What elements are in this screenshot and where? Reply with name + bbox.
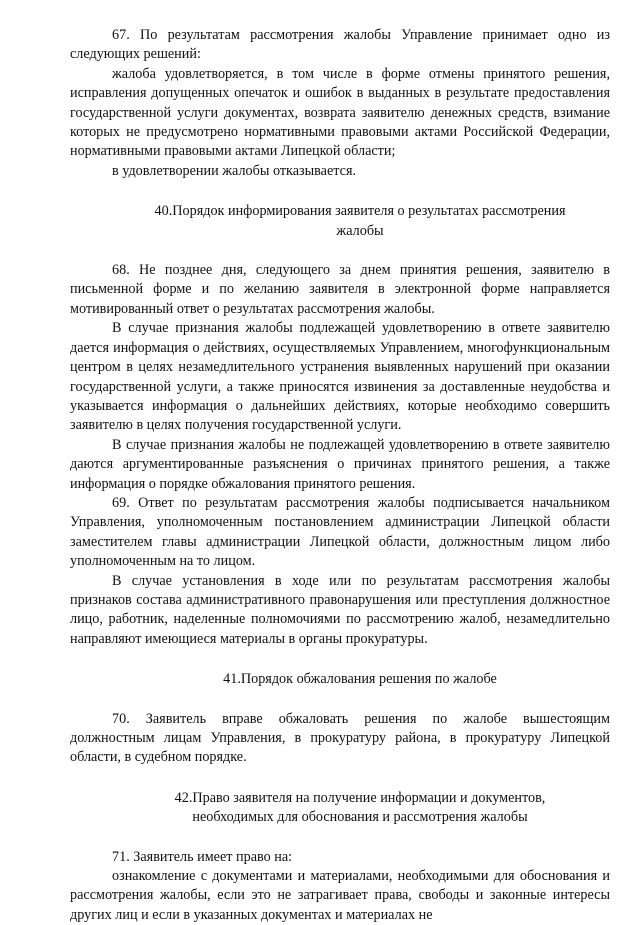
paragraph-68-not-satisfied: В случае признания жалобы не подлежащей удовлетворению в ответе заявителю даются аргументированные разъяснения о причинах принятого решения, а также информация о порядке обжалования принятого решения. <box>70 436 610 492</box>
section-heading-41-line-1: 41.Порядок обжалования решения по жалобе <box>223 671 497 688</box>
section-heading-40-line-1: 40.Порядок информирования заявителя о результатах рассмотрения <box>154 203 566 220</box>
paragraph-69: 69. Ответ по результатам рассмотрения жалобы подписывается начальником Управления, уполномоченным постановлением администрации Липецкой области заместителем главы администрации Липецкой области, должностным лицом либо уполномоченным на то лицом. <box>70 494 610 570</box>
section-heading-41 <box>70 670 610 689</box>
paragraph-71-familiarization: ознакомление с документами и материалами, необходимыми для обоснования и рассмотрения жалобы, если это не затрагивает права, свободы и законные интересы других лиц и если в указанных документах и материалах не <box>70 868 610 923</box>
paragraph-70: 70. Заявитель вправе обжаловать решения по жалобе вышестоящим должностным лицам Управления, в прокуратуру района, в прокуратуру Липецкой области, в судебном порядке. <box>70 710 610 766</box>
paragraph-68: 68. Не позднее дня, следующего за днем принятия решения, заявителю в письменной форме и по желанию заявителя в электронной форме направляется мотивированный ответ о результатах рассмотрения жалобы. <box>70 262 610 317</box>
section-heading-40-line-2: жалобы <box>336 222 384 239</box>
paragraph-69-violations: В случае установления в ходе или по результатам рассмотрения жалобы признаков состава административного правонарушения или преступления должностное лицо, работник, наделенные полномочиями по рассмотрению жалоб, незамедлительно направляют имеющиеся материалы в органы прокуратуры. <box>70 572 610 647</box>
section-heading-42 <box>70 789 610 828</box>
section-heading-42-line-1: 42.Право заявителя на получение информации и документов, <box>174 789 546 806</box>
section-heading-40 <box>70 202 610 241</box>
paragraph-71: 71. Заявитель имеет право на: <box>112 848 293 865</box>
document-page <box>70 26 610 925</box>
paragraph-67-option-satisfy: жалоба удовлетворяется, в том числе в форме отмены принятого решения, исправления допущенных опечаток и ошибок в выданных в результате предоставления государственной услуги документах, возврата заявителю денежных средств, взимание которых не предусмотрено нормативными правовыми актами Российской Федерации, нормативными правовыми актами Липецкой области; <box>70 65 610 160</box>
paragraph-67: 67. По результатам рассмотрения жалобы Управление принимает одно из следующих решений: <box>70 27 610 63</box>
paragraph-67-option-refuse: в удовлетворении жалобы отказывается. <box>112 162 357 179</box>
paragraph-68-satisfied: В случае признания жалобы подлежащей удовлетворению в ответе заявителю дается информация о действиях, осуществляемых Управлением, многофункциональным центром в целях незамедлительного устранения выявленных нарушений при оказании государственной услуги, а также приносятся извинения за доставленные неудобства и указывается информация о дальнейших действиях, которые необходимо совершить заявителю в целях получения государственной услуги. <box>70 320 610 434</box>
section-heading-42-line-2: необходимых для обоснования и рассмотрения жалобы <box>192 809 528 826</box>
